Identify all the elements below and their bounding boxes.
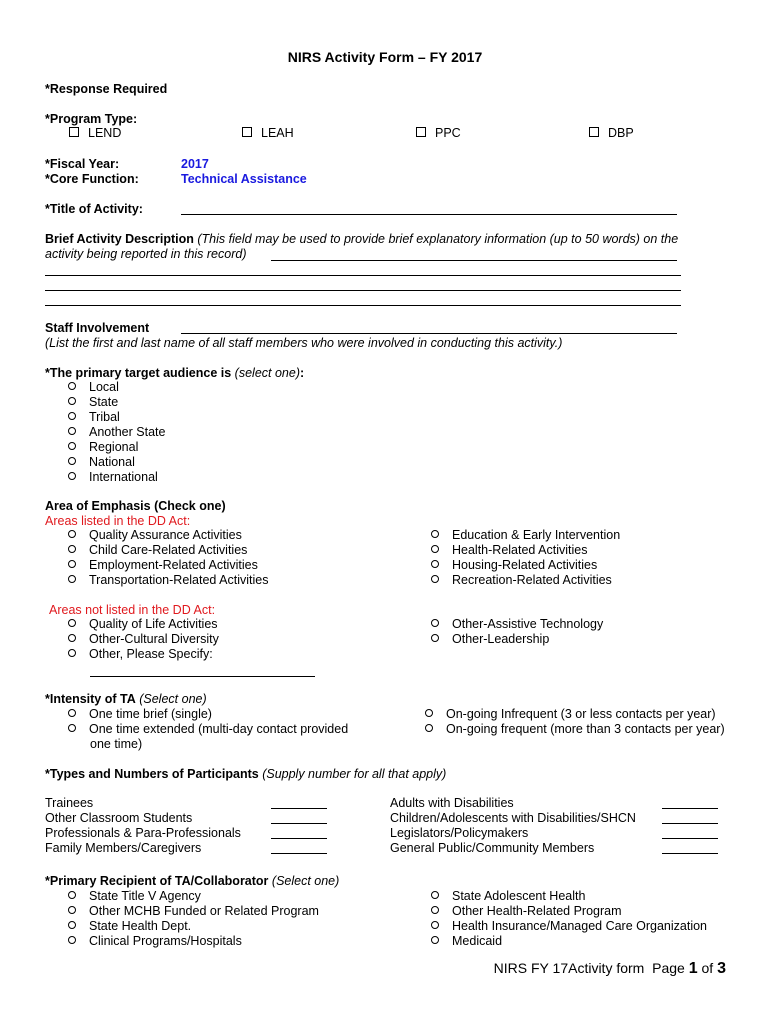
radio-icon[interactable]: [68, 472, 76, 480]
radio-icon[interactable]: [68, 936, 76, 944]
radio-option[interactable]: On-going Infrequent (3 or less contacts per year): [425, 707, 725, 722]
core-function-value[interactable]: Technical Assistance: [181, 172, 307, 186]
participant-type: Children/Adolescents with Disabilities/SHCN: [390, 811, 636, 825]
radio-option[interactable]: State Adolescent Health: [431, 889, 707, 904]
radio-icon[interactable]: [68, 530, 76, 538]
radio-icon[interactable]: [431, 936, 439, 944]
radio-option[interactable]: Tribal: [68, 410, 165, 425]
checkbox-icon[interactable]: [416, 127, 426, 137]
checkbox-icon[interactable]: [589, 127, 599, 137]
brief-description-label-line: Brief Activity Description (This field may be used to provide brief explanatory information (up to 50 words) on the: [45, 232, 679, 246]
participant-count-field[interactable]: [271, 838, 327, 839]
emphasis-not-listed-left: [68, 617, 219, 662]
radio-icon[interactable]: [68, 619, 76, 627]
radio-option[interactable]: Other, Please Specify:: [68, 647, 219, 662]
radio-option[interactable]: Other-Leadership: [431, 632, 603, 647]
intensity-label: *Intensity of TA (Select one): [45, 692, 207, 706]
radio-option[interactable]: Other-Assistive Technology: [431, 617, 603, 632]
participant-type: Family Members/Caregivers: [45, 841, 202, 855]
radio-option[interactable]: Medicaid: [431, 934, 707, 949]
intensity-left: [68, 707, 368, 752]
page-footer: NIRS FY 17Activity form Page 1 of 3: [493, 960, 726, 977]
radio-option[interactable]: Other Health-Related Program: [431, 904, 707, 919]
radio-icon[interactable]: [68, 724, 76, 732]
radio-icon[interactable]: [431, 575, 439, 583]
radio-icon[interactable]: [68, 891, 76, 899]
participant-count-field[interactable]: [662, 838, 718, 839]
radio-icon[interactable]: [431, 906, 439, 914]
title-of-activity-label: *Title of Activity:: [45, 202, 143, 216]
radio-option[interactable]: State: [68, 395, 165, 410]
radio-option[interactable]: Other MCHB Funded or Related Program: [68, 904, 319, 919]
radio-option[interactable]: Education & Early Intervention: [431, 528, 620, 543]
radio-icon[interactable]: [68, 545, 76, 553]
program-option-lend[interactable]: LEND: [69, 126, 121, 141]
core-function-label: *Core Function:: [45, 172, 139, 186]
brief-description-hint: activity being reported in this record): [45, 247, 247, 261]
radio-icon[interactable]: [68, 921, 76, 929]
radio-option[interactable]: International: [68, 470, 165, 485]
radio-icon[interactable]: [431, 619, 439, 627]
radio-icon[interactable]: [68, 442, 76, 450]
participant-type: Adults with Disabilities: [390, 796, 514, 810]
target-audience-label: *The primary target audience is (select one):: [45, 366, 305, 380]
radio-icon[interactable]: [68, 906, 76, 914]
participant-type: Other Classroom Students: [45, 811, 193, 825]
target-audience-options: [68, 380, 165, 485]
radio-icon[interactable]: [425, 709, 433, 717]
radio-option[interactable]: Clinical Programs/Hospitals: [68, 934, 319, 949]
radio-option[interactable]: Local: [68, 380, 165, 395]
checkbox-icon[interactable]: [69, 127, 79, 137]
emphasis-listed-left: [68, 528, 268, 588]
radio-icon[interactable]: [431, 921, 439, 929]
radio-icon[interactable]: [68, 457, 76, 465]
radio-option[interactable]: National: [68, 455, 165, 470]
intensity-right: [425, 707, 725, 737]
radio-option[interactable]: One time brief (single): [68, 707, 368, 722]
fiscal-year-label: *Fiscal Year:: [45, 157, 120, 171]
participants-label: *Types and Numbers of Participants (Supply number for all that apply): [45, 767, 447, 781]
brief-description-field[interactable]: [45, 305, 681, 306]
radio-icon[interactable]: [68, 382, 76, 390]
response-required-note: *Response Required: [45, 82, 168, 96]
participant-count-field[interactable]: [662, 823, 718, 824]
radio-option[interactable]: Child Care-Related Activities: [68, 543, 268, 558]
radio-icon[interactable]: [68, 397, 76, 405]
radio-option[interactable]: Recreation-Related Activities: [431, 573, 620, 588]
recipient-label: *Primary Recipient of TA/Collaborator (Select one): [45, 874, 340, 888]
page-title: NIRS Activity Form – FY 2017: [287, 49, 483, 65]
radio-option[interactable]: Quality Assurance Activities: [68, 528, 268, 543]
emphasis-not-listed-right: [431, 617, 603, 647]
radio-option[interactable]: Transportation-Related Activities: [68, 573, 268, 588]
participant-count-field[interactable]: [662, 808, 718, 809]
title-of-activity-field[interactable]: [181, 214, 677, 215]
brief-description-field[interactable]: [271, 260, 677, 261]
participant-type: Professionals & Para-Professionals: [45, 826, 241, 840]
brief-description-field[interactable]: [45, 275, 681, 276]
other-specify-field[interactable]: [90, 676, 315, 677]
radio-option[interactable]: Another State: [68, 425, 165, 440]
participant-type: General Public/Community Members: [390, 841, 595, 855]
radio-icon[interactable]: [68, 412, 76, 420]
radio-icon[interactable]: [68, 427, 76, 435]
radio-icon[interactable]: [431, 634, 439, 642]
emphasis-listed-label: Areas listed in the DD Act:: [45, 514, 191, 528]
participants-left: [45, 796, 241, 856]
radio-option[interactable]: Housing-Related Activities: [431, 558, 620, 573]
radio-icon[interactable]: [68, 649, 76, 657]
radio-icon[interactable]: [431, 530, 439, 538]
radio-icon[interactable]: [425, 724, 433, 732]
participant-type: Trainees: [45, 796, 94, 810]
radio-icon[interactable]: [431, 545, 439, 553]
checkbox-icon[interactable]: [242, 127, 252, 137]
radio-option[interactable]: Regional: [68, 440, 165, 455]
brief-description-field[interactable]: [45, 290, 681, 291]
radio-icon[interactable]: [68, 560, 76, 568]
radio-option[interactable]: State Health Dept.: [68, 919, 319, 934]
radio-icon[interactable]: [431, 560, 439, 568]
radio-icon[interactable]: [68, 575, 76, 583]
radio-option[interactable]: One time extended (multi-day contact provided one time): [68, 722, 368, 752]
radio-option[interactable]: State Title V Agency: [68, 889, 319, 904]
emphasis-label: Area of Emphasis (Check one): [45, 499, 226, 513]
radio-option[interactable]: Health-Related Activities: [431, 543, 620, 558]
staff-involvement-field[interactable]: [181, 333, 677, 334]
radio-option[interactable]: Health Insurance/Managed Care Organization: [431, 919, 707, 934]
recipient-left: [68, 889, 319, 949]
radio-option[interactable]: On-going frequent (more than 3 contacts per year): [425, 722, 725, 737]
participant-count-field[interactable]: [271, 823, 327, 824]
participant-count-field[interactable]: [271, 808, 327, 809]
participant-count-field[interactable]: [662, 853, 718, 854]
program-option-leah[interactable]: LEAH: [242, 126, 294, 141]
fiscal-year-value[interactable]: 2017: [181, 157, 209, 171]
radio-icon[interactable]: [68, 709, 76, 717]
emphasis-listed-right: [431, 528, 620, 588]
program-option-dbp[interactable]: DBP: [589, 126, 634, 141]
emphasis-not-listed-label: Areas not listed in the DD Act:: [49, 603, 216, 617]
radio-icon[interactable]: [431, 891, 439, 899]
recipient-right: [431, 889, 707, 949]
staff-involvement-hint: (List the first and last name of all staff members who were involved in conducting this activity.): [45, 336, 563, 350]
participants-right: [390, 796, 636, 856]
staff-involvement-label: Staff Involvement: [45, 321, 150, 335]
program-type-label: *Program Type:: [45, 112, 138, 126]
radio-option[interactable]: Quality of Life Activities: [68, 617, 219, 632]
program-option-ppc[interactable]: PPC: [416, 126, 461, 141]
radio-icon[interactable]: [68, 634, 76, 642]
radio-option[interactable]: Other-Cultural Diversity: [68, 632, 219, 647]
participant-type: Legislators/Policymakers: [390, 826, 529, 840]
radio-option[interactable]: Employment-Related Activities: [68, 558, 268, 573]
participant-count-field[interactable]: [271, 853, 327, 854]
